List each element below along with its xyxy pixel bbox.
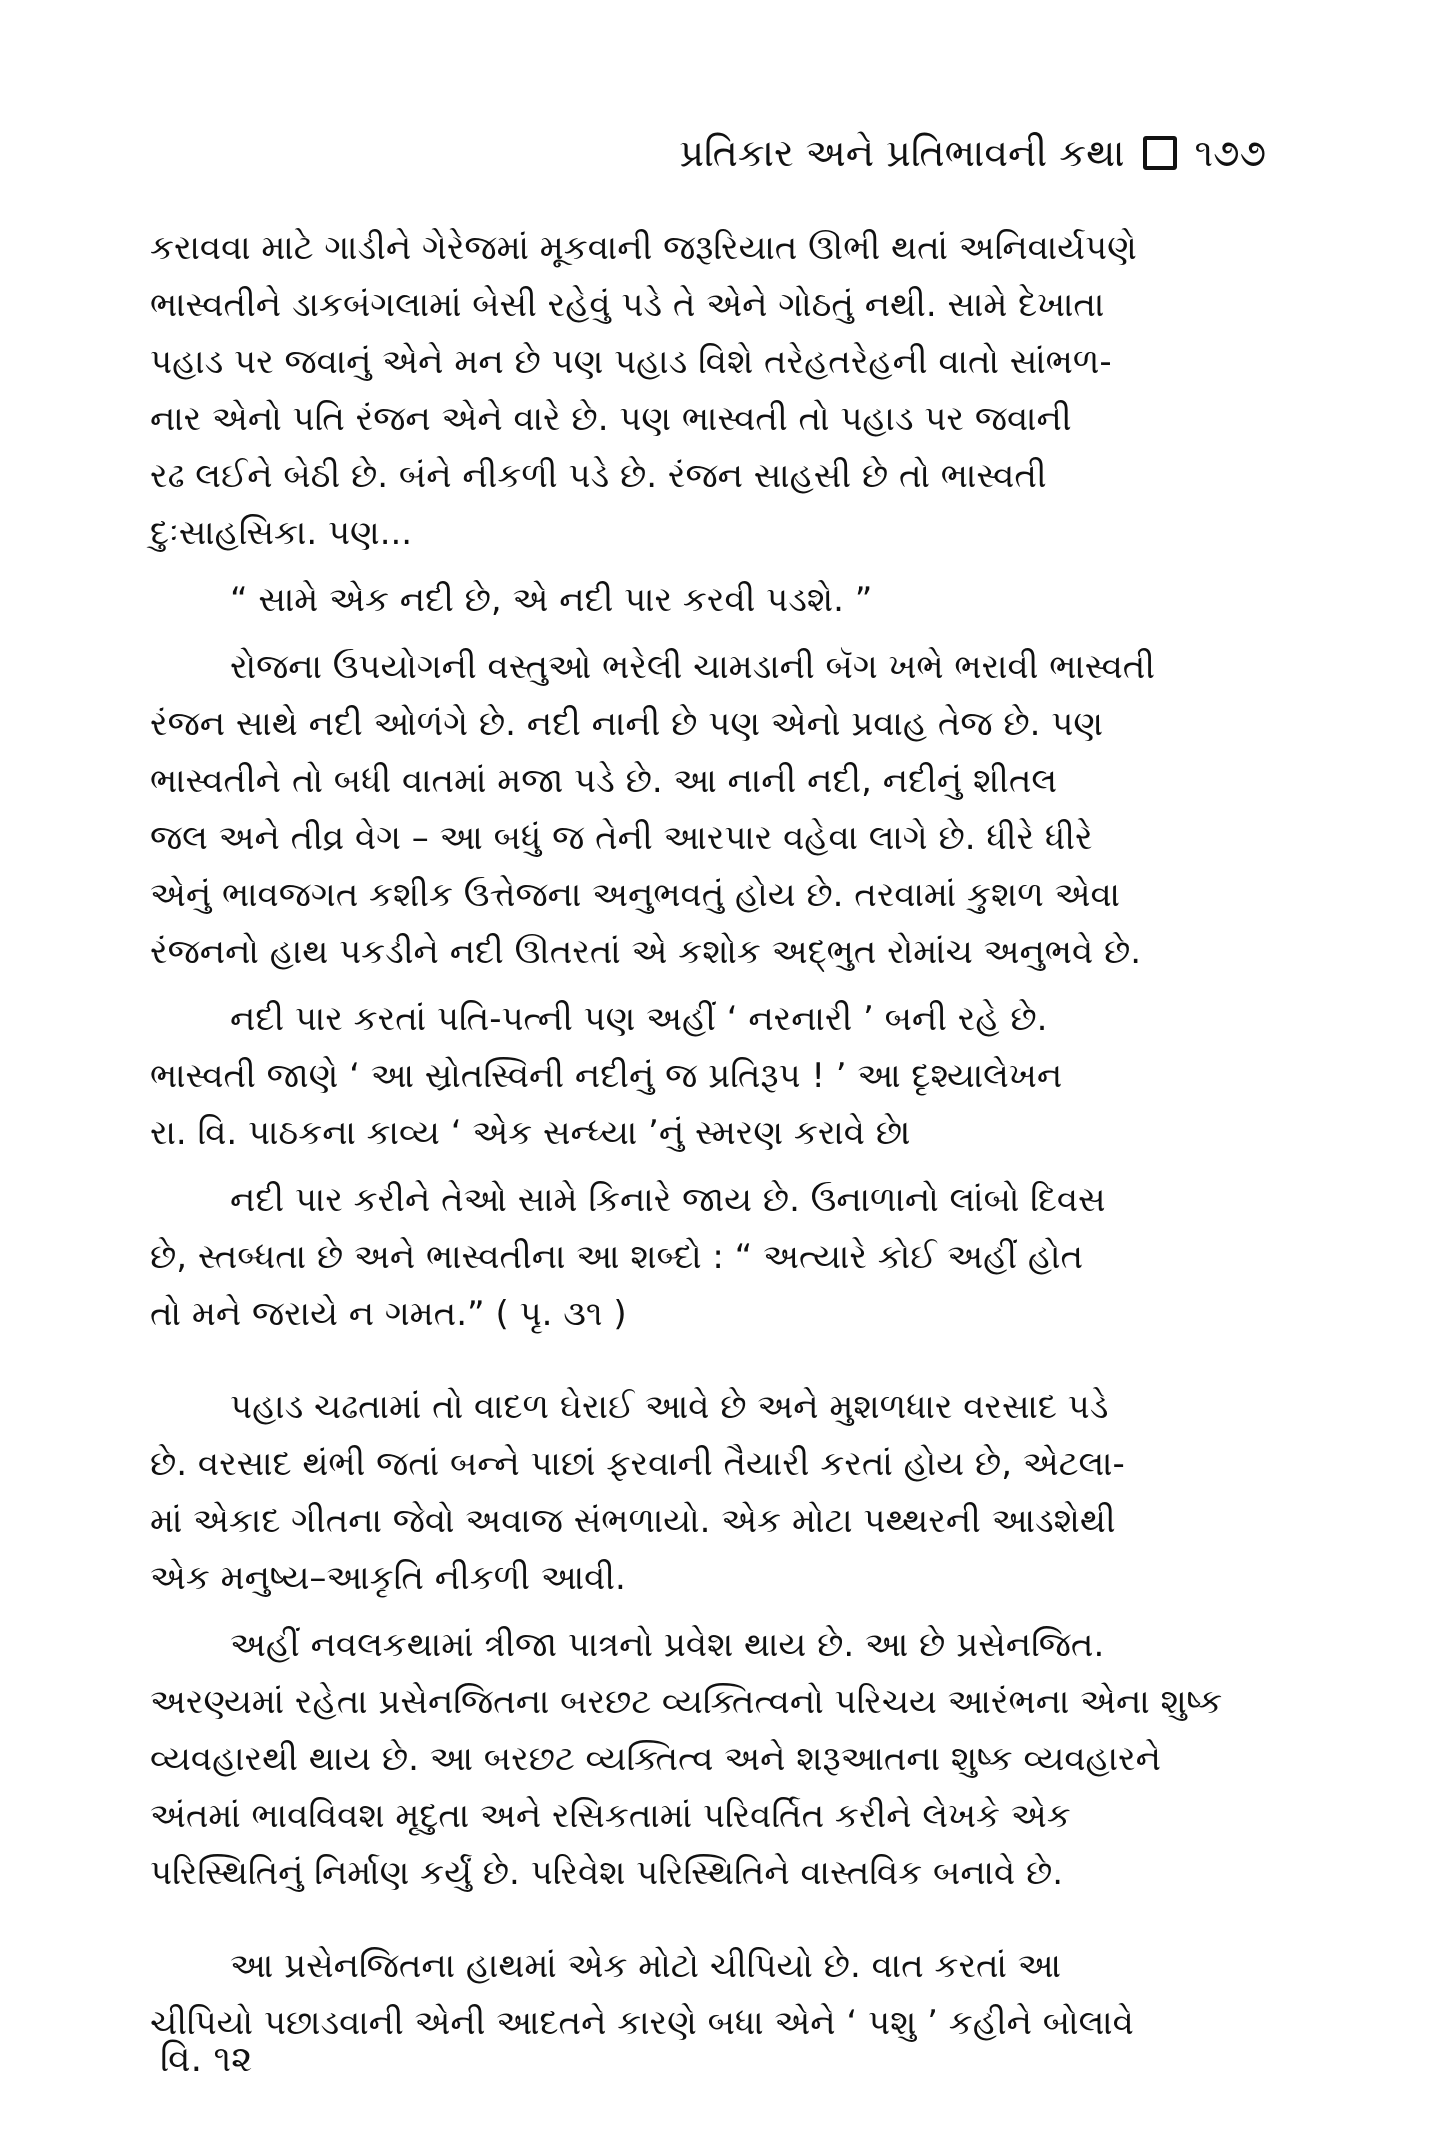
running-head bbox=[679, 128, 1266, 178]
text-line: “ સામે એક નદી છે, એ નદી પાર કરવી પડશે. ” bbox=[230, 580, 873, 620]
text-line: એક મનુષ્ય–આકૃતિ નીકળી આવી. bbox=[150, 1558, 626, 1598]
text-line: ભાસ્વતીને તો બધી વાતમાં મજા પડે છે. આ નાની નદી, નદીનું શીતલ bbox=[150, 761, 1058, 801]
text-line: ભાસ્વતીને ડાકબંગલામાં બેસી રહેવું પડે તે એને ગોઠતું નથી. સામે દેખાતા bbox=[150, 285, 1105, 325]
signature-mark: વિ. ૧૨ bbox=[160, 2039, 253, 2080]
text-line: રોજના ઉપયોગની વસ્તુઓ ભરેલી ચામડાની બૅગ ખભે ભરાવી ભાસ્વતી bbox=[230, 647, 1156, 687]
text-line: છે, સ્તબ્ધતા છે અને ભાસ્વતીના આ શબ્દો : “ અત્યારે કોઈ અહીં હોત bbox=[150, 1237, 1084, 1277]
paragraph-1 bbox=[150, 220, 1290, 562]
text-line: છે. વરસાદ થંભી જતાં બન્ને પાછાં ફરવાની તૈયારી કરતાં હોય છે, એટલા- bbox=[150, 1444, 1125, 1484]
paragraph-6 bbox=[150, 1379, 1290, 1607]
text-line: દુઃસાહસિકા. પણ... bbox=[150, 513, 413, 553]
text-line: જલ અને તીવ્ર વેગ – આ બધું જ તેની આરપાર વહેવા લાગે છે. ધીરે ધીરે bbox=[150, 818, 1093, 858]
body-text bbox=[150, 220, 1290, 2052]
text-line: રંજનનો હાથ પકડીને નદી ઊતરતાં એ કશોક અદ્ભુત રોમાંચ અનુભવે છે. bbox=[150, 932, 1142, 972]
text-line: કરાવવા માટે ગાડીને ગેરેજમાં મૂકવાની જરૂરિયાત ઊભી થતાં અનિવાર્યપણે bbox=[150, 228, 1137, 268]
text-line: પહાડ ચઢતામાં તો વાદળ ઘેરાઈ આવે છે અને મુશળધાર વરસાદ પડે bbox=[230, 1387, 1109, 1427]
text-line: રંજન સાથે નદી ઓળંગે છે. નદી નાની છે પણ એનો પ્રવાહ તેજ છે. પણ bbox=[150, 704, 1103, 744]
paragraph-3 bbox=[150, 639, 1290, 981]
running-head-title: પ્રતિકાર અને પ્રતિભાવની કથા bbox=[679, 131, 1125, 175]
text-line: નાર એનો પતિ રંજન એને વારે છે. પણ ભાસ્વતી તો પહાડ પર જવાની bbox=[150, 399, 1072, 439]
paragraph-4 bbox=[150, 991, 1290, 1162]
paragraph-8 bbox=[150, 1938, 1290, 2052]
box-ornament-icon bbox=[1143, 136, 1177, 170]
text-line: પહાડ પર જવાનું એને મન છે પણ પહાડ વિશે તરેહતરેહની વાતો સાંભળ- bbox=[150, 342, 1112, 382]
text-line: તો મને જરાયે ન ગમત.” ( પૃ. ૩૧ ) bbox=[150, 1294, 627, 1334]
text-line: રા. વિ. પાઠકના કાવ્ય ‘ એક સન્ધ્યા ’નું સ્મરણ કરાવે છે। bbox=[150, 1113, 912, 1153]
page-number: ૧૭૭ bbox=[1194, 131, 1266, 175]
text-line: વ્યવહારથી થાય છે. આ બરછટ વ્યક્તિત્વ અને શરૂઆતના શુષ્ક વ્યવહારને bbox=[150, 1739, 1161, 1779]
paragraph-5 bbox=[150, 1172, 1290, 1343]
text-line: ચીપિયો પછાડવાની એની આદતને કારણે બધા એને ‘ પશુ ’ કહીને બોલાવે bbox=[150, 2003, 1134, 2043]
text-line: ભાસ્વતી જાણે ‘ આ સ્રોતસ્વિની નદીનું જ પ્રતિરૂપ ! ’ આ દૃશ્યાલેખન bbox=[150, 1056, 1063, 1096]
text-line: નદી પાર કરતાં પતિ-પત્ની પણ અહીં ‘ નરનારી ’ બની રહે છે. bbox=[230, 999, 1048, 1039]
text-line: અરણ્યમાં રહેતા પ્રસેનજિતના બરછટ વ્યક્તિત્વનો પરિચય આરંભના એના શુષ્ક bbox=[150, 1682, 1223, 1722]
text-line: નદી પાર કરીને તેઓ સામે કિનારે જાય છે. ઉનાળાનો લાંબો દિવસ bbox=[230, 1180, 1106, 1220]
text-line: અંતમાં ભાવવિવશ મૃદુતા અને રસિકતામાં પરિવર્તિત કરીને લેખકે એક bbox=[150, 1796, 1071, 1836]
text-line: એનું ભાવજગત કશીક ઉત્તેજના અનુભવતું હોય છે. તરવામાં કુશળ એવા bbox=[150, 875, 1120, 915]
text-line: માં એકાદ ગીતના જેવો અવાજ સંભળાયો. એક મોટા પથ્થરની આડશેથી bbox=[150, 1501, 1116, 1541]
text-line: અહીં નવલકથામાં ત્રીજા પાત્રનો પ્રવેશ થાય છે. આ છે પ્રસેનજિત. bbox=[230, 1625, 1105, 1665]
paragraph-7 bbox=[150, 1617, 1290, 1902]
text-line: આ પ્રસેનજિતના હાથમાં એક મોટો ચીપિયો છે. વાત કરતાં આ bbox=[230, 1946, 1061, 1986]
paragraph-2-quote bbox=[150, 572, 1290, 629]
text-line: પરિસ્થિતિનું નિર્માણ કર્યું છે. પરિવેશ પરિસ્થિતિને વાસ્તવિક બનાવે છે. bbox=[150, 1853, 1064, 1893]
text-line: રઢ લઈને બેઠી છે. બંને નીકળી પડે છે. રંજન સાહસી છે તો ભાસ્વતી bbox=[150, 456, 1047, 496]
